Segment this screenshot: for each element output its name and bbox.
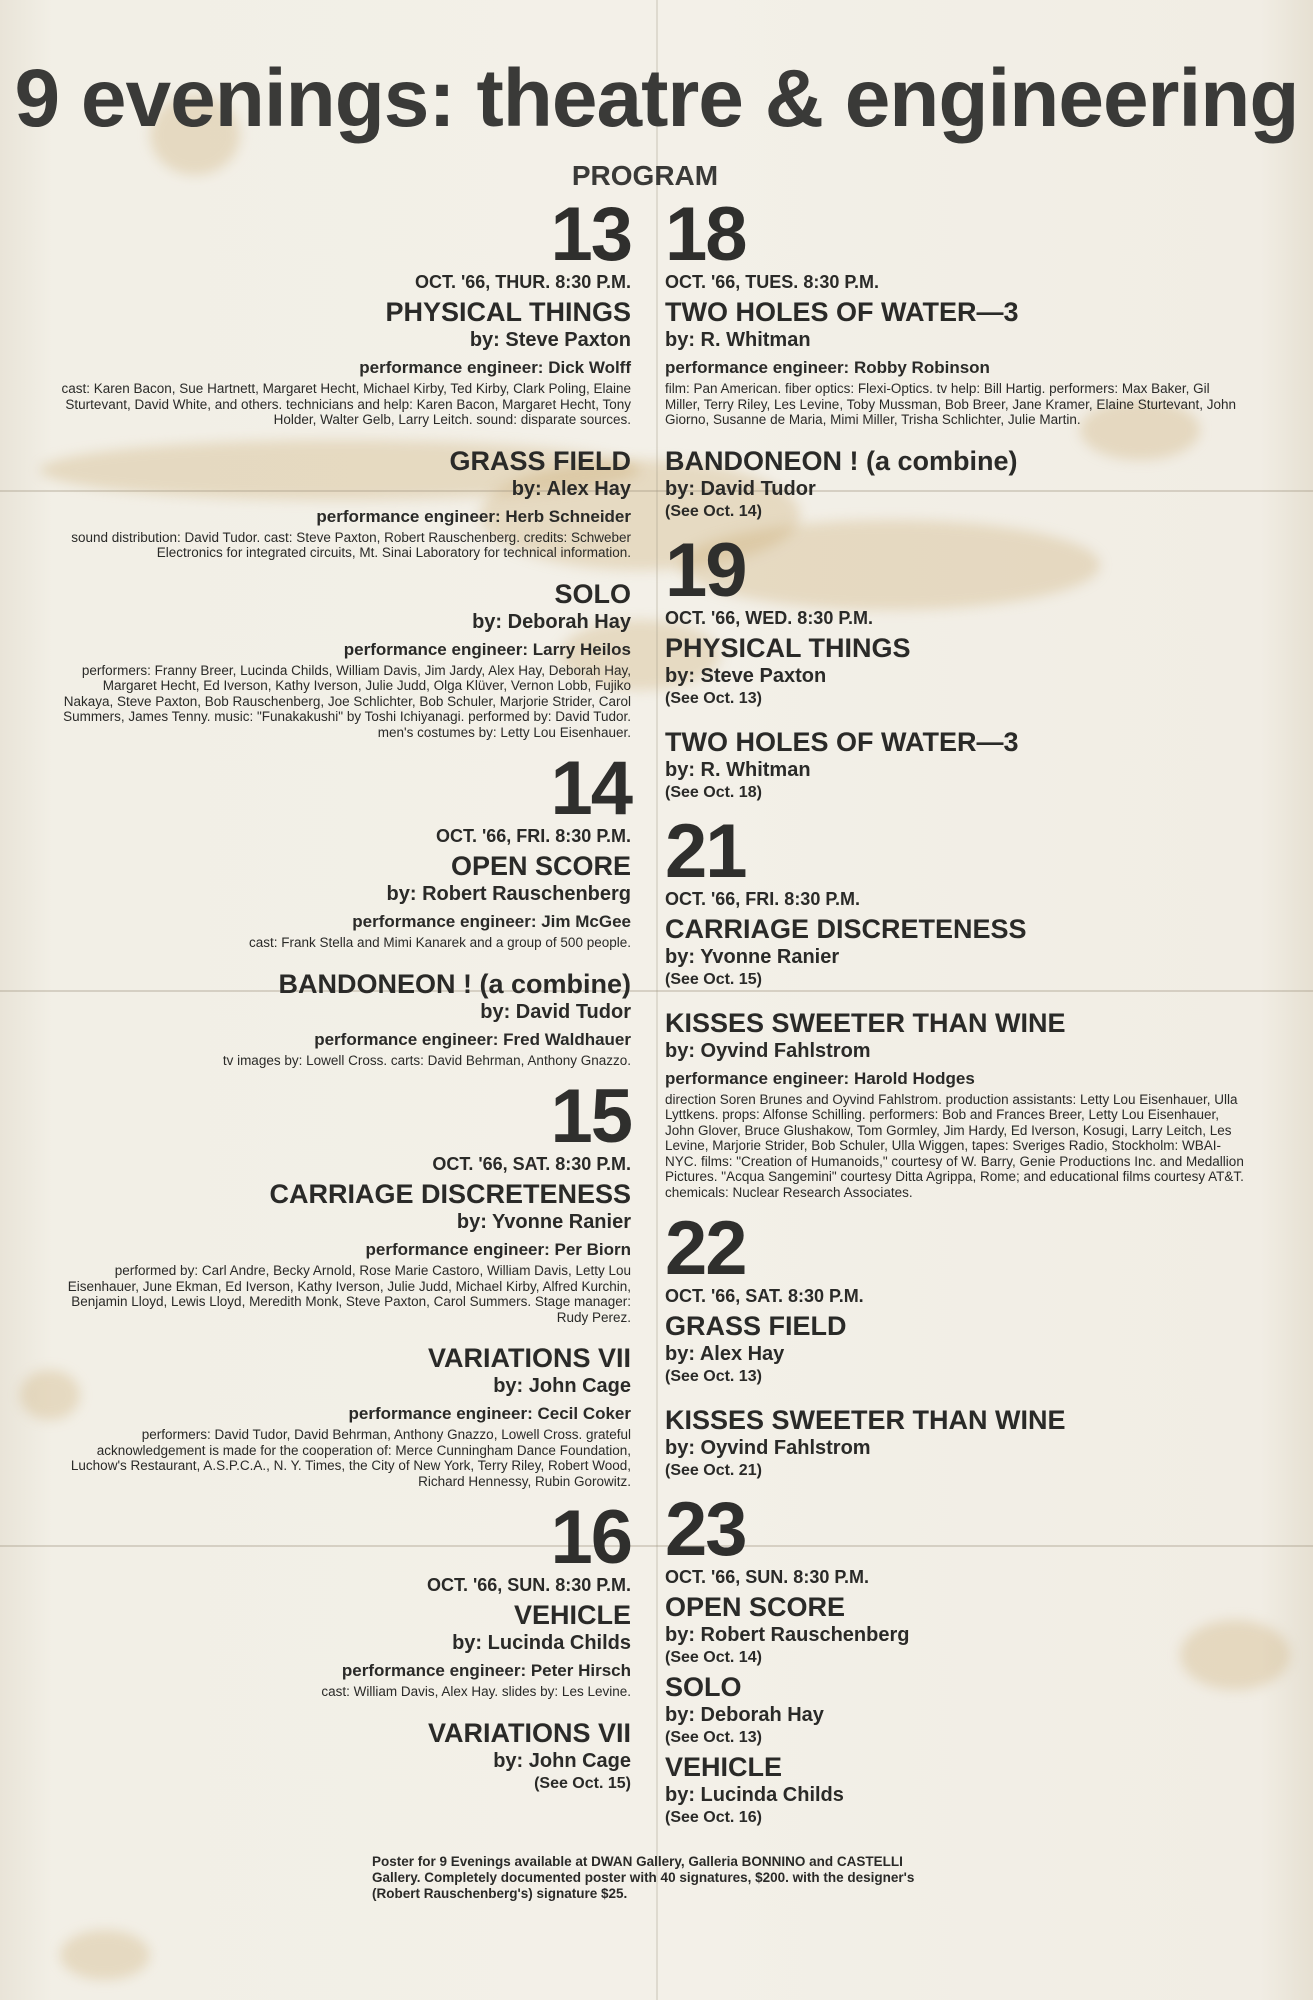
work-credits: direction Soren Brunes and Oyvind Fahlstrom. production assistants: Letty Lou Eisenhauer, Ulla Lyttkens. props: Alfonse Schilling. performers: Bob and Frances Breer, Letty Lou Eisenhauer, John Glover, Bruce Glushakow, Tom Gormley, Jim Hardy, Ed Iverson, Kosugi, Larry Leitch, Les Levine, Marjorie Strider, Bob Schuler, Ulla Wiggen, tapes: Sveriges Radio, Stockholm: WBAI-NYC. films: "Creation of Humanoids," courtesy of W. Barry, Genie Productions Inc. and Medallion Pictures. "Acqua Sangemini" courtesy Ditta Agrippa, Rome; and educational films courtesy AT&T. chemicals: Nuclear Research Associates. [665, 1091, 1244, 1200]
right-column [665, 192, 1245, 1828]
work-entry [665, 1008, 1245, 1201]
work-author: by: Steve Paxton [665, 664, 827, 687]
evening-date: OCT. '66, TUES. 8:30 P.M. [665, 272, 880, 292]
performance-engineer: performance engineer: Herb Schneider [316, 506, 631, 526]
see-reference: (See Oct. 14) [665, 1649, 762, 1666]
work-credits: cast: Karen Bacon, Sue Hartnett, Margaret Hecht, Michael Kirby, Ted Kirby, Clark Poling, Elaine Sturtevant, David White, and others. technicians and help: Karen Bacon, Margaret Hecht, Tony Holder, Walter Gelb, Larry Leitch. sound: disparate sources. [61, 381, 631, 427]
work-entry [55, 297, 631, 428]
performance-engineer: performance engineer: Harold Hodges [665, 1068, 975, 1088]
evening-13 [55, 192, 631, 740]
work-author: by: Lucinda Childs [452, 1632, 631, 1654]
work-title: CARRIAGE DISCRETENESS [665, 913, 1027, 944]
work-entry [665, 297, 1245, 428]
work-title: VARIATIONS VII [427, 1343, 631, 1373]
work-entry [665, 1752, 1245, 1828]
work-title: GRASS FIELD [449, 445, 631, 476]
day-number: 23 [665, 1487, 746, 1572]
day-number: 19 [665, 527, 746, 613]
work-author: by: Steve Paxton [469, 329, 631, 351]
work-title: SOLO [665, 1672, 742, 1702]
see-reference: (See Oct. 16) [665, 1809, 762, 1826]
see-reference: (See Oct. 15) [534, 1774, 631, 1792]
performance-engineer: performance engineer: Cecil Coker [348, 1404, 631, 1423]
left-column [55, 192, 631, 1794]
work-title: VARIATIONS VII [427, 1717, 631, 1748]
work-author: by: Alex Hay [665, 1343, 785, 1365]
work-author: by: Oyvind Fahlstrom [665, 1437, 871, 1459]
work-author: by: R. Whitman [665, 758, 811, 781]
work-credits: film: Pan American. fiber optics: Flexi-Optics. tv help: Bill Hartig. performers: Max Baker, Gil Miller, Terry Riley, Les Levine, Toby Mussman, Bob Breer, Jane Kramer, Elaine Sturtevant, John Giorno, Susanne de Maria, Mimi Miller, Trisha Schlichter, Julie Martin. [665, 381, 1237, 427]
work-title: VEHICLE [665, 1752, 783, 1782]
work-author: by: John Cage [493, 1749, 631, 1772]
work-title: OPEN SCORE [450, 851, 631, 881]
work-title: OPEN SCORE [665, 1592, 846, 1622]
see-reference: (See Oct. 13) [665, 1368, 762, 1385]
day-number: 14 [550, 746, 631, 831]
day-number: 15 [550, 1074, 631, 1159]
evening-date: OCT. '66, FRI. 8:30 P.M. [665, 888, 861, 909]
work-credits: performed by: Carl Andre, Becky Arnold, Rose Marie Castoro, William Davis, Letty Lou Eisenhauer, June Ekman, Ed Iverson, Kathy Iverson, Julie Judd, Michael Kirby, Alfred Kurchin, Benjamin Lloyd, Lewis Lloyd, Meredith Monk, Steve Paxton, Carol Summers. Stage manager: Rudy Perez. [67, 1263, 631, 1325]
work-title: GRASS FIELD [665, 1311, 847, 1341]
work-entry [665, 633, 1245, 709]
performance-engineer: performance engineer: Larry Heilos [343, 639, 631, 659]
see-reference: (See Oct. 13) [665, 689, 762, 707]
work-entry [665, 1405, 1245, 1481]
work-entry [55, 446, 631, 561]
work-entry [665, 446, 1245, 522]
day-number: 16 [550, 1495, 631, 1580]
evening-date: OCT. '66, WED. 8:30 P.M. [665, 607, 874, 628]
work-author: by: David Tudor [480, 1000, 631, 1023]
stain [60, 1930, 150, 1980]
work-title: KISSES SWEETER THAN WINE [665, 1007, 1066, 1038]
work-title: KISSES SWEETER THAN WINE [665, 1405, 1066, 1435]
work-entry [55, 579, 631, 741]
work-credits: cast: Frank Stella and Mimi Kanarek and a group of 500 people. [249, 935, 631, 950]
evening-date: OCT. '66, SUN. 8:30 P.M. [665, 1567, 870, 1587]
evening-date: OCT. '66, FRI. 8:30 P.M. [435, 826, 631, 846]
work-title: CARRIAGE DISCRETENESS [269, 1179, 631, 1209]
evening-date: OCT. '66, SAT. 8:30 P.M. [432, 1154, 631, 1174]
performance-engineer: performance engineer: Jim McGee [352, 912, 631, 931]
evening-date: OCT. '66, SUN. 8:30 P.M. [426, 1575, 631, 1595]
performance-engineer: performance engineer: Per Biorn [365, 1240, 631, 1259]
day-number: 13 [550, 192, 631, 277]
evening-15 [55, 1074, 631, 1489]
work-author: by: Alex Hay [511, 477, 631, 500]
see-reference: (See Oct. 15) [665, 970, 762, 988]
work-title: VEHICLE [513, 1600, 631, 1630]
see-reference: (See Oct. 18) [665, 783, 762, 801]
evening-21 [665, 808, 1245, 1201]
work-credits: cast: William Davis, Alex Hay. slides by: Les Levine. [321, 1684, 631, 1699]
evening-date: OCT. '66, THUR. 8:30 P.M. [414, 272, 631, 292]
performance-engineer: performance engineer: Peter Hirsch [341, 1661, 631, 1680]
work-author: by: Deborah Hay [472, 610, 631, 633]
work-title: BANDONEON ! (a combine) [278, 968, 631, 999]
performance-engineer: performance engineer: Fred Waldhauer [314, 1029, 631, 1049]
evening-18 [665, 192, 1245, 522]
work-entry [665, 1672, 1245, 1748]
work-title: BANDONEON ! (a combine) [665, 445, 1018, 476]
see-reference: (See Oct. 21) [665, 1462, 762, 1479]
program-label: PROGRAM [571, 160, 719, 191]
evening-date: OCT. '66, SAT. 8:30 P.M. [665, 1286, 864, 1306]
evening-23 [665, 1487, 1245, 1828]
work-author: by: Oyvind Fahlstrom [665, 1039, 871, 1062]
work-entry [55, 1718, 631, 1794]
evening-19 [665, 527, 1245, 803]
work-title: TWO HOLES OF WATER—3 [665, 726, 1019, 757]
work-author: by: John Cage [493, 1375, 631, 1397]
work-author: by: Lucinda Childs [665, 1784, 844, 1806]
work-title: PHYSICAL THINGS [665, 632, 911, 663]
work-entry [55, 1179, 631, 1325]
work-title: SOLO [554, 578, 631, 609]
see-reference: (See Oct. 14) [665, 502, 762, 520]
work-entry [55, 1343, 631, 1489]
day-number: 21 [665, 808, 746, 894]
work-credits: performers: Franny Breer, Lucinda Childs, William Davis, Jim Jardy, Alex Hay, Deborah Hay, Margaret Hecht, Ed Iverson, Kathy Iverson, Julie Judd, Olga Klüver, Vernon Lobb, Fujiko Nakaya, Steve Paxton, Bob Rauschenberg, Joe Schlichter, Bob Schuler, Marjorie Strider, Carol Summers, James Tenny. music: "Funakakushi" by Toshi Ichiyanagi. performed by: David Tudor. men's costumes by: Letty Lou Eisenhauer. [63, 662, 631, 740]
work-entry [665, 1311, 1245, 1387]
work-entry [55, 1600, 631, 1700]
work-title: TWO HOLES OF WATER—3 [665, 297, 1019, 327]
evening-14 [55, 746, 631, 1068]
fold-line [656, 0, 658, 2000]
work-entry [665, 914, 1245, 990]
performance-engineer: performance engineer: Robby Robinson [665, 358, 990, 377]
evening-22 [665, 1206, 1245, 1481]
page-title: 9 evenings: theatre & engineering [14, 53, 1299, 144]
work-credits: sound distribution: David Tudor. cast: Steve Paxton, Robert Rauschenberg. credits: Schweber Electronics for integrated circuits, Mt. Sinai Laboratory for technical information. [71, 529, 631, 560]
work-entry [665, 727, 1245, 803]
work-author: by: Yvonne Ranier [456, 1211, 631, 1233]
work-entry [665, 1592, 1245, 1668]
work-author: by: Robert Rauschenberg [665, 1624, 910, 1646]
footer-note: Poster for 9 Evenings available at DWAN Gallery, Galleria BONNINO and CASTELLI Gallery. Completely documented poster with 40 signatures, $200. with the designer's (Robert Rauschenberg's) signature $25. [372, 1854, 915, 1901]
work-title: PHYSICAL THINGS [385, 297, 631, 327]
work-credits: performers: David Tudor, David Behrman, Anthony Gnazzo, Lowell Cross. grateful acknowledgement is made for the cooperation of: Merce Cunningham Dance Foundation, Luchow's Restaurant, A.S.P.C.A., N. Y. Times, the City of New York, Terry Riley, Robert Wood, Richard Hennessy, Rubin Gorowitz. [70, 1427, 631, 1489]
day-number: 22 [665, 1206, 746, 1291]
see-reference: (See Oct. 13) [665, 1729, 762, 1746]
evening-16 [55, 1495, 631, 1794]
work-entry [55, 851, 631, 951]
work-entry [55, 969, 631, 1069]
day-number: 18 [665, 192, 746, 277]
performance-engineer: performance engineer: Dick Wolff [359, 358, 631, 377]
work-author: by: Robert Rauschenberg [386, 883, 631, 905]
work-author: by: Deborah Hay [665, 1704, 824, 1726]
work-author: by: David Tudor [665, 477, 816, 500]
work-credits: tv images by: Lowell Cross. carts: David Behrman, Anthony Gnazzo. [222, 1052, 631, 1068]
work-author: by: Yvonne Ranier [665, 945, 840, 968]
work-author: by: R. Whitman [665, 329, 811, 351]
